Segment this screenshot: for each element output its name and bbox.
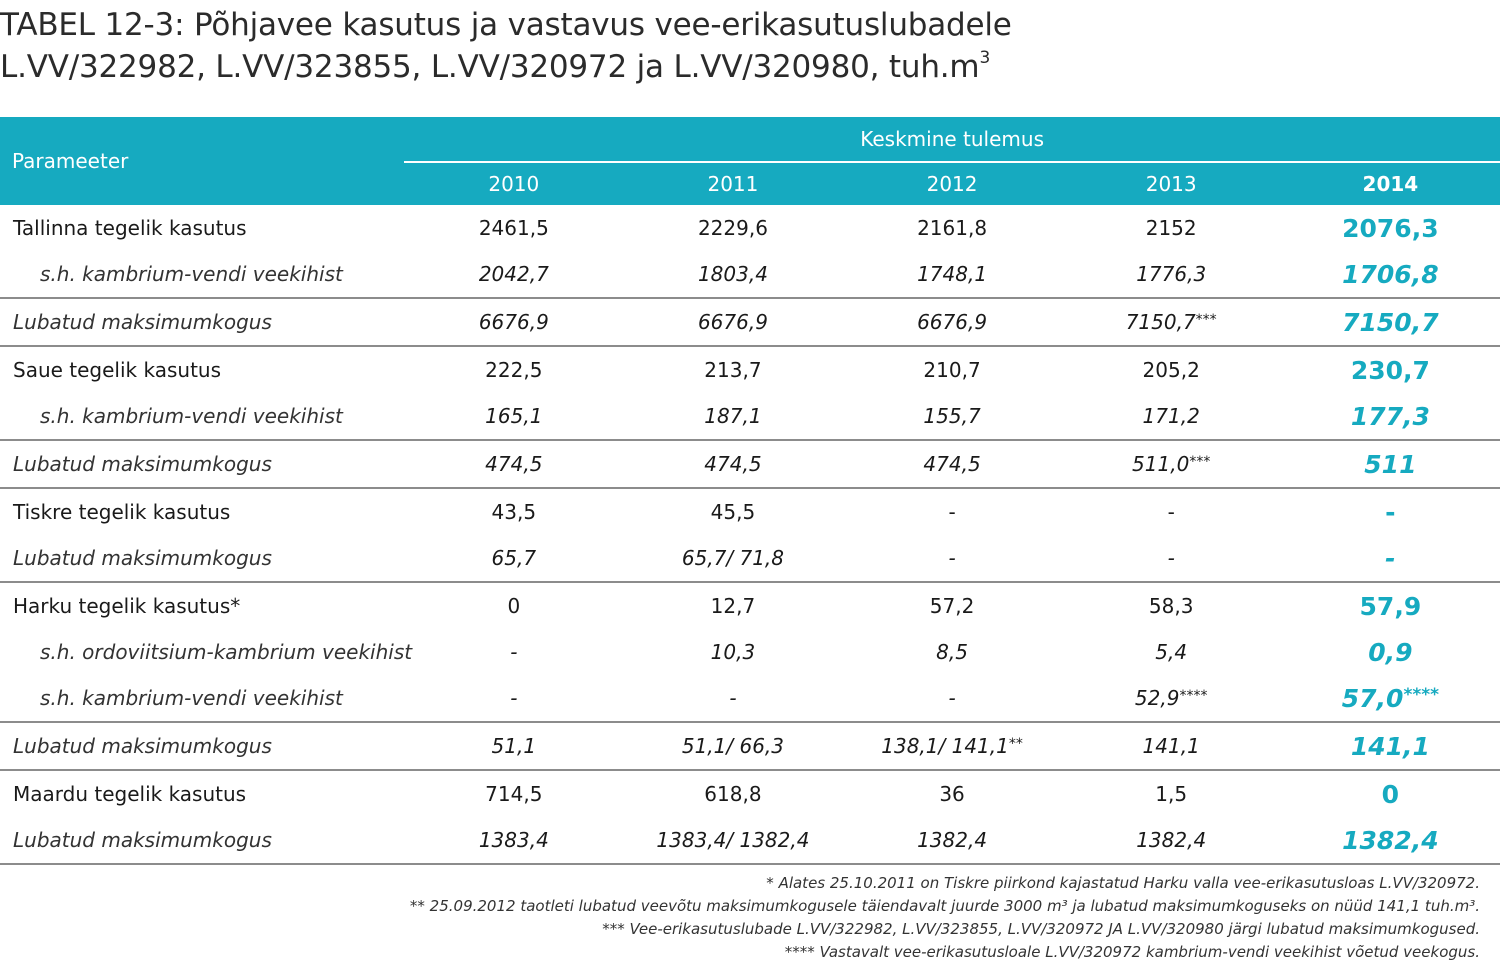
cell-value: - <box>948 546 956 570</box>
row-label: s.h. kambrium-vendi veekihist <box>0 251 404 298</box>
cell-value: 6676,9 <box>917 310 988 334</box>
cell-value: 57,2 <box>929 594 975 618</box>
cell-2013 <box>1062 817 1281 864</box>
row-label: Tiskre tegelik kasutus <box>13 500 231 524</box>
cell-2010 <box>404 346 623 393</box>
cell-2012 <box>843 251 1062 298</box>
cell-value: 0,9 <box>1368 637 1413 667</box>
cell-value: - <box>1167 500 1175 524</box>
cell-value: 1776,3 <box>1136 262 1207 286</box>
cell-2012 <box>843 205 1062 251</box>
cell-value: - <box>948 686 956 710</box>
table-row <box>0 770 1500 817</box>
cell-2014 <box>1281 205 1500 251</box>
title-line-2-text: L.VV/322982, L.VV/323855, L.VV/320972 ja L.VV/320980, tuh.m <box>0 49 980 85</box>
cell-2013 <box>1062 298 1281 346</box>
water-usage-table <box>0 117 1500 865</box>
table-header <box>0 117 1500 205</box>
cell-value: 141,1 <box>1142 734 1200 758</box>
table-row <box>0 205 1500 251</box>
footnote-3: *** Vee-erikasutuslubade L.VV/322982, L.VV/323855, L.VV/320972 JA L.VV/320980 järgi lubatud maksimumkogused. <box>602 920 1480 938</box>
cell-value: 1383,4 <box>478 828 549 852</box>
cell-value: 65,7 <box>491 546 537 570</box>
cell-value: 1,5 <box>1155 782 1188 806</box>
cell-2010 <box>404 251 623 298</box>
cell-value: 52,9 <box>1134 686 1180 710</box>
cell-2014 <box>1281 817 1500 864</box>
cell-value: 57,9 <box>1359 591 1422 621</box>
cell-2011 <box>623 817 842 864</box>
cell-2014 <box>1281 535 1500 582</box>
footnotes <box>410 872 1480 964</box>
cell-2011 <box>623 675 842 722</box>
cell-value: 10,3 <box>710 640 756 664</box>
footnote-4: **** Vastavalt vee-erikasutusloale L.VV/320972 kambrium-vendi veekihist võetud veekogus. <box>784 943 1480 961</box>
cell-2011 <box>623 205 842 251</box>
cell-value: 43,5 <box>491 500 537 524</box>
cell-2014 <box>1281 251 1500 298</box>
cell-2013 <box>1062 582 1281 629</box>
cell-value: 7150,7 <box>1342 307 1439 337</box>
cell-value: 618,8 <box>704 782 762 806</box>
table-title <box>0 4 1012 88</box>
cell-2013 <box>1062 770 1281 817</box>
cell-2013 <box>1062 205 1281 251</box>
row-label: Lubatud maksimumkogus <box>0 440 404 488</box>
cell-2010 <box>404 675 623 722</box>
header-average-result: Keskmine tulemus <box>404 117 1500 162</box>
table-body <box>0 205 1500 864</box>
cell-2012 <box>843 346 1062 393</box>
cell-2011 <box>623 393 842 440</box>
header-year-2011: 2011 <box>623 162 842 205</box>
cell-value: 2461,5 <box>478 216 549 240</box>
cell-2012 <box>843 817 1062 864</box>
cell-2010 <box>404 205 623 251</box>
table-row <box>0 629 1500 675</box>
cell-value: 210,7 <box>923 358 981 382</box>
row-label: Harku tegelik kasutus* <box>13 594 241 618</box>
cell-value: 141,1 <box>1350 731 1430 761</box>
cell-value: 0 <box>507 594 521 618</box>
cell-value: 138,1/ 141,1 <box>881 734 1009 758</box>
cell-2011 <box>623 535 842 582</box>
table-row <box>0 298 1500 346</box>
table-row <box>0 440 1500 488</box>
cell-2010 <box>404 582 623 629</box>
cell-value: 51,1 <box>491 734 537 758</box>
cell-value: 474,5 <box>704 452 762 476</box>
cell-2012 <box>843 393 1062 440</box>
footnote-marker: *** <box>1189 454 1211 470</box>
cell-value: 2076,3 <box>1342 213 1439 243</box>
cell-2010 <box>404 770 623 817</box>
cell-value: 2042,7 <box>478 262 549 286</box>
cell-2011 <box>623 629 842 675</box>
cell-2010 <box>404 393 623 440</box>
header-year-2012: 2012 <box>843 162 1062 205</box>
row-label: Lubatud maksimumkogus <box>0 722 404 770</box>
table-row <box>0 722 1500 770</box>
footnote-1: * Alates 25.10.2011 on Tiskre piirkond kajastatud Harku valla vee-erikasutusloas L.VV/320972. <box>766 874 1480 892</box>
row-label: Maardu tegelik kasutus <box>13 782 247 806</box>
footnote-marker: ** <box>1008 736 1023 752</box>
table-row <box>0 346 1500 393</box>
cell-value: 1382,4 <box>1136 828 1207 852</box>
row-label: Lubatud maksimumkogus <box>0 298 404 346</box>
cell-value: 474,5 <box>923 452 981 476</box>
row-label: Lubatud maksimumkogus <box>0 535 404 582</box>
cell-2014 <box>1281 722 1500 770</box>
cell-2012 <box>843 535 1062 582</box>
cell-2010 <box>404 298 623 346</box>
table-row <box>0 582 1500 629</box>
cell-value: 12,7 <box>710 594 756 618</box>
cell-value: 2152 <box>1145 216 1197 240</box>
table-row <box>0 675 1500 722</box>
cell-2013 <box>1062 535 1281 582</box>
title-line-2 <box>0 46 1012 88</box>
cell-value: 65,7/ 71,8 <box>681 546 785 570</box>
cell-2012 <box>843 440 1062 488</box>
cell-value: 187,1 <box>704 404 762 428</box>
cell-value: 51,1/ 66,3 <box>681 734 785 758</box>
cell-value: 155,7 <box>923 404 981 428</box>
cell-2014 <box>1281 488 1500 535</box>
table-row <box>0 251 1500 298</box>
cell-2012 <box>843 488 1062 535</box>
cell-value: 511,0 <box>1132 452 1190 476</box>
table-row <box>0 393 1500 440</box>
table-row <box>0 535 1500 582</box>
cell-value: 45,5 <box>710 500 756 524</box>
cell-2012 <box>843 582 1062 629</box>
cell-value: 5,4 <box>1155 640 1188 664</box>
footnote-marker: **** <box>1179 688 1208 704</box>
header-year-2010: 2010 <box>404 162 623 205</box>
cell-2011 <box>623 251 842 298</box>
cell-value: 1382,4 <box>1342 825 1439 855</box>
cell-2012 <box>843 298 1062 346</box>
cell-value: 1803,4 <box>697 262 768 286</box>
cell-2013 <box>1062 393 1281 440</box>
cell-value: 222,5 <box>485 358 543 382</box>
cell-value: 58,3 <box>1148 594 1194 618</box>
cell-value: 6676,9 <box>478 310 549 334</box>
cell-value: - <box>510 640 518 664</box>
cell-2011 <box>623 346 842 393</box>
cell-2013 <box>1062 346 1281 393</box>
table-row <box>0 488 1500 535</box>
cell-value: 2229,6 <box>697 216 768 240</box>
row-label: Lubatud maksimumkogus <box>0 817 404 864</box>
cell-2012 <box>843 629 1062 675</box>
cell-2014 <box>1281 346 1500 393</box>
cell-value: 1706,8 <box>1342 259 1439 289</box>
cell-value: 0 <box>1381 779 1400 809</box>
row-label: s.h. kambrium-vendi veekihist <box>0 393 404 440</box>
cell-2014 <box>1281 770 1500 817</box>
cell-2013 <box>1062 675 1281 722</box>
table-row <box>0 817 1500 864</box>
cell-value: 1382,4 <box>917 828 988 852</box>
footnote-marker: **** <box>1403 684 1439 705</box>
cell-value: 8,5 <box>936 640 968 664</box>
cell-value: 36 <box>939 782 965 806</box>
cell-2014 <box>1281 298 1500 346</box>
cell-value: - <box>510 686 518 710</box>
cell-value: 205,2 <box>1142 358 1200 382</box>
row-label: Tallinna tegelik kasutus <box>13 216 247 240</box>
cell-2011 <box>623 488 842 535</box>
cell-2012 <box>843 722 1062 770</box>
cell-2013 <box>1062 440 1281 488</box>
cell-2010 <box>404 440 623 488</box>
cell-value: 57,0 <box>1341 683 1404 713</box>
title-superscript: 3 <box>979 48 991 68</box>
cell-2013 <box>1062 722 1281 770</box>
cell-2013 <box>1062 488 1281 535</box>
cell-value: 6676,9 <box>697 310 768 334</box>
cell-value: 511 <box>1364 449 1417 479</box>
cell-2014 <box>1281 675 1500 722</box>
row-label: s.h. kambrium-vendi veekihist <box>0 675 404 722</box>
cell-value: 474,5 <box>485 452 543 476</box>
cell-value: 230,7 <box>1350 355 1430 385</box>
cell-2013 <box>1062 629 1281 675</box>
cell-value: 165,1 <box>485 404 543 428</box>
cell-2010 <box>404 817 623 864</box>
cell-2011 <box>623 770 842 817</box>
cell-value: 171,2 <box>1142 404 1200 428</box>
cell-value: - <box>1385 543 1396 573</box>
cell-2014 <box>1281 629 1500 675</box>
cell-value: 714,5 <box>485 782 543 806</box>
cell-value: 7150,7 <box>1125 310 1196 334</box>
header-parameter: Parameeter <box>0 117 404 205</box>
cell-value: - <box>948 500 956 524</box>
cell-value: - <box>1167 546 1175 570</box>
cell-2011 <box>623 440 842 488</box>
cell-value: 1383,4/ 1382,4 <box>656 828 810 852</box>
cell-2011 <box>623 298 842 346</box>
title-line-1: TABEL 12-3: Põhjavee kasutus ja vastavus vee-erikasutuslubadele <box>0 7 1012 43</box>
cell-2010 <box>404 629 623 675</box>
header-year-2014: 2014 <box>1281 162 1500 205</box>
cell-2012 <box>843 770 1062 817</box>
footnote-2: ** 25.09.2012 taotleti lubatud veevõtu maksimumkogusele täiendavalt juurde 3000 m³ ja lubatud maksimumkoguseks on nüüd 141,1 tuh.m³. <box>409 897 1480 915</box>
footnote-marker: *** <box>1195 312 1217 328</box>
cell-2011 <box>623 722 842 770</box>
cell-value: 213,7 <box>704 358 762 382</box>
cell-value: 2161,8 <box>917 216 988 240</box>
cell-value: 177,3 <box>1350 401 1430 431</box>
row-label: s.h. ordoviitsium-kambrium veekihist <box>40 640 413 664</box>
cell-2011 <box>623 582 842 629</box>
cell-2010 <box>404 488 623 535</box>
cell-2013 <box>1062 251 1281 298</box>
cell-2014 <box>1281 582 1500 629</box>
cell-2012 <box>843 675 1062 722</box>
cell-2014 <box>1281 393 1500 440</box>
cell-value: - <box>729 686 737 710</box>
header-year-2013: 2013 <box>1062 162 1281 205</box>
cell-value: 1748,1 <box>917 262 988 286</box>
cell-value: - <box>1385 497 1396 527</box>
cell-2010 <box>404 535 623 582</box>
cell-2014 <box>1281 440 1500 488</box>
cell-2010 <box>404 722 623 770</box>
row-label: Saue tegelik kasutus <box>13 358 222 382</box>
